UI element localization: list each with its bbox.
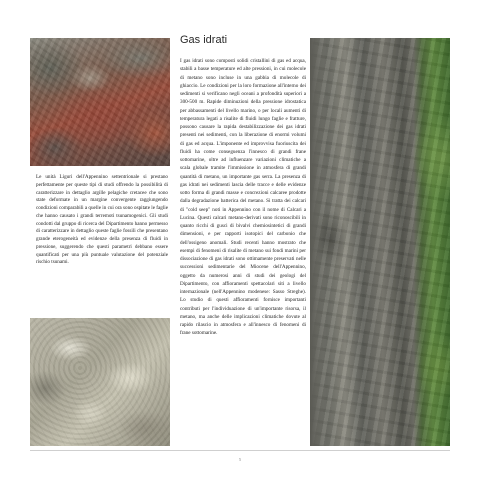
rock-outcrop-photo bbox=[30, 38, 170, 166]
side-paragraph: Le unità Liguri dell'Appennino settentrionale si prestano perfettamente per queste tipi di studi offrendo la possibilità di caratterizzare in dettaglio argille pelagiche cretacee che sono state deformate in un margine convergente raggiungendo condizioni comparabili a quelle in cui ora sono ospitate le faglie che hanno causato i grandi terremoti tsunamogenici. Gli studi condotti dal gruppo di ricerca del Dipartimento hanno permesso di caratterizzare in dettaglio queste faglie fossili che presentano grande eterogeneità ed evidenze della presenza di fluidi in pressione, suggerendo che questi parametri debbano essere quantificati per una più puntuale valutazione del potenziale rischio tsunami. bbox=[36, 174, 168, 266]
cliff-photo bbox=[310, 38, 450, 446]
page-title: Gas idrati bbox=[180, 34, 228, 46]
page-number: 5 bbox=[239, 457, 241, 462]
main-paragraph: I gas idrati sono composti solidi cristallini di gas ed acqua, stabili a basse temperature ed alte pressioni, in cui molecole di metano sono incluse in una gabbia di molecole di ghiaccio. Le condizioni per la loro formazione all'interno dei sedimenti si verificano negli oceani a profondità superiori a 300-500 m. Rapide diminuzioni della pressione idrostatica per abbassamenti del livello marino, o per locali aumenti di temperatura legati a risalite di fluidi lungo faglie e fratture, possono causare la rapida destabilizzazione dei gas idrati presenti nei sedimenti, con la liberazione di enormi volumi di gas ed acqua. L'imponente ed improvvisa fuoriuscita dei fluidi ha come conseguenza l'innesco di grandi frane sottomarine, oltre ad influenzare variazioni climatiche a scala globale tramite l'immissione in atmosfera di grandi quantità di metano, un importante gas serra. La presenza di gas idrati nei sedimenti lascia delle tracce e delle evidenze sotto forma di grandi masse e concrezioni calcaree prodotte dalla degradazione batterica del metano. Si tratta dei calcari di "cold seep" noti in Appennino con il nome di Calcari a Lucina. Questi calcari metano-derivati sono riconoscibili in quanto ricchi di gusci di bivalvi chemiosintetici di grandi dimensioni, e per rapporti isotopici del carbonio che dell'ossigeno anomali. Studi recenti hanno mostrato che esempi di fenomeni di risalite di metano sui fondi marini per dissociazione di gas idrati sono ottimamente preservati nelle successioni sedimentarie del Miocene dell'Appennino, oggetto da numerosi anni di studi dei geologi del Dipartimento, con affioramenti spettacolari siti a livello internazionale (nell'Appennino modenese: Sasso Streghe). Lo studio di questi affioramenti fornisce importanti contributi per l'individuazione di un'importante risorsa, il metano, ma anche delle implicazioni climatiche dovute al rapido rilascio in atmosfera e all'innesco di fenomeni di frane sottomarine. bbox=[180, 58, 306, 337]
fossil-rock-photo bbox=[30, 318, 170, 446]
bottom-divider bbox=[30, 450, 450, 451]
